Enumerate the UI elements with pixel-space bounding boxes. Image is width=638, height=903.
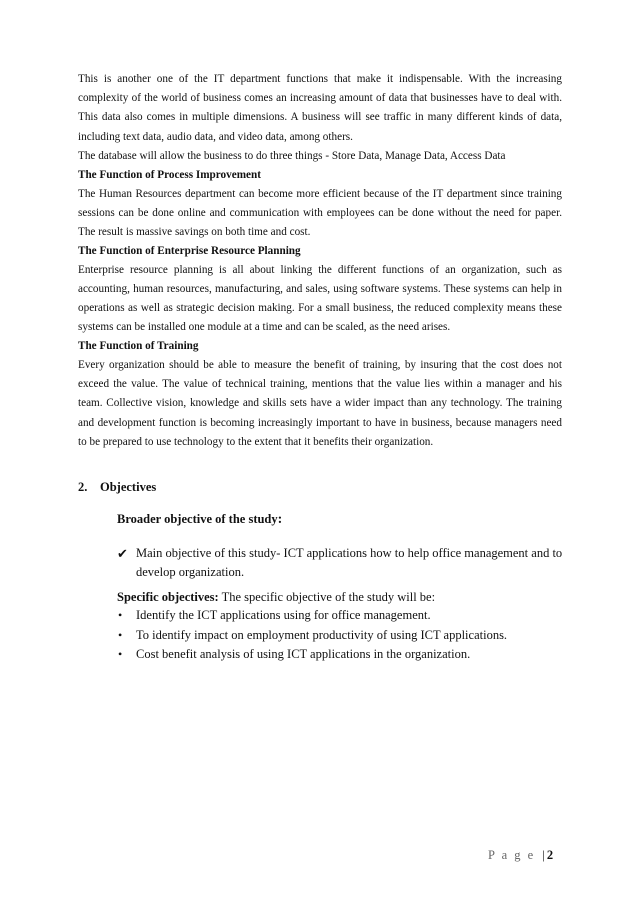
page-separator: |: [542, 848, 545, 862]
broader-objective-heading: [117, 512, 563, 528]
section-heading-erp: The Function of Enterprise Resource Planning: [78, 245, 301, 258]
list-item-text: Cost benefit analysis of using ICT applications in the organization.: [136, 647, 471, 661]
section-heading-process-improvement: The Function of Process Improvement: [78, 169, 261, 182]
intro-paragraph: This is another one of the IT department functions that make it indispensable. With the increasing complexity of the world of business comes an increasing amount of data that businesses have to deal with. This data also comes in multiple dimensions. A business will see traffic in many different kinds of data, including text data, audio data, and video data, among others.: [78, 73, 562, 143]
main-objective-item: [117, 544, 563, 582]
specific-objectives-line: [117, 588, 563, 607]
list-item: [117, 645, 563, 665]
specific-objectives-intro: The specific objective of the study will be:: [218, 590, 436, 604]
checkmark-icon: ✔: [117, 546, 128, 561]
list-item-text: To identify impact on employment productivity of using ICT applications.: [136, 627, 508, 642]
main-objective-text: Main objective of this study- ICT applications how to help office management and to develop organization.: [136, 546, 563, 579]
bullet-icon: •: [118, 647, 123, 661]
broader-objective-colon: :: [277, 512, 283, 527]
objectives-number: 2.: [78, 480, 88, 494]
list-item: [117, 626, 563, 646]
objectives-heading: [78, 480, 156, 495]
page-footer: [488, 848, 553, 863]
objectives-title: Objectives: [100, 480, 157, 494]
section-body-erp: Enterprise resource planning is all about linking the different functions of an organization, such as accounting, human resources, manufacturing, and sales, using software systems. These systems can help in operations as well as strategic decision making. For a small business, the reduced complexity means these systems can be installed one module at a time and can be scaled, as the need arises.: [78, 263, 562, 334]
page-word: P a g e: [488, 848, 536, 862]
section-body-training: Every organization should be able to measure the benefit of training, by insuring that the cost does not exceed the value. The value of technical training, mentions that the value lies within a manager and his team. Collective vision, knowledge and skills sets have a wider impact than any technology. The training and development function is becoming increasingly important to have in business, because managers need to be prepared to use technology to the extent that it benefits their organization.: [78, 358, 562, 448]
list-item: [117, 606, 563, 626]
bullet-icon: •: [118, 608, 123, 622]
broader-objective-label: Broader objective of the study: [117, 512, 278, 526]
bullet-icon: •: [118, 627, 123, 642]
page-content: [78, 70, 562, 452]
section-heading-training: The Function of Training: [78, 340, 199, 353]
section-body-process-improvement: The Human Resources department can become more efficient because of the IT department since training sessions can be done online and communication with employees can be done without the need for paper. The result is massive savings on both time and cost.: [78, 187, 562, 238]
specific-objectives-list: [117, 606, 563, 665]
database-line: The database will allow the business to do three things - Store Data, Manage Data, Access Data: [78, 149, 506, 162]
list-item-text: Identify the ICT applications using for office management.: [136, 608, 431, 622]
specific-objectives-label: Specific objectives:: [117, 590, 219, 604]
page-number: 2: [546, 848, 554, 862]
